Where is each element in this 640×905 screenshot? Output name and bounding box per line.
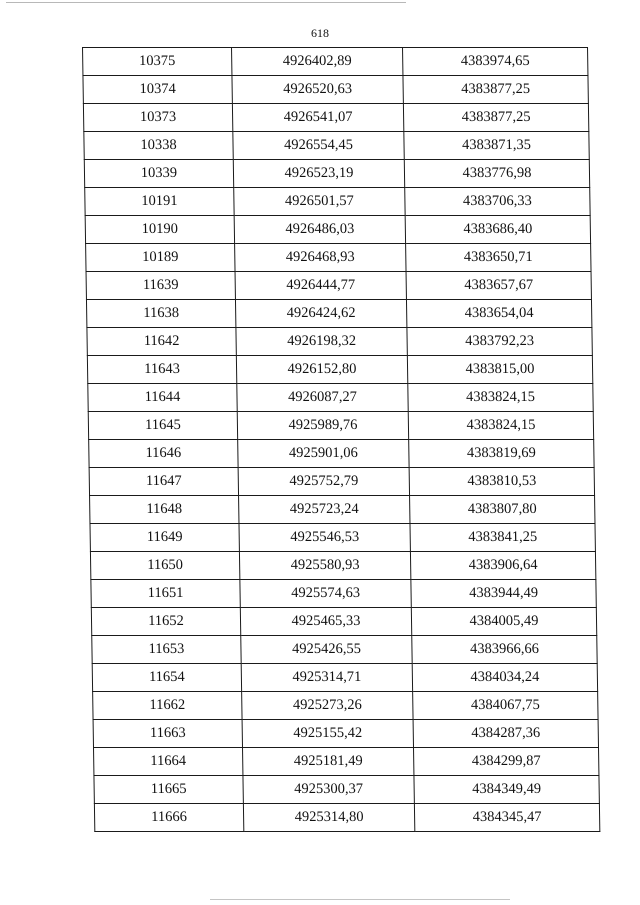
- x-coordinate-cell: 4926444,77: [235, 272, 406, 300]
- x-coordinate-cell: 4926152,80: [236, 356, 407, 384]
- point-number-cell: 11666: [94, 804, 243, 832]
- table-row: [85, 216, 590, 244]
- y-coordinate-cell: 4383841,25: [410, 524, 595, 552]
- table-row: [85, 188, 590, 216]
- point-number-cell: 11663: [93, 720, 242, 748]
- x-coordinate-cell: 4926087,27: [237, 384, 408, 412]
- x-coordinate-cell: 4926523,19: [233, 160, 404, 188]
- x-coordinate-cell: 4926424,62: [235, 300, 406, 328]
- y-coordinate-cell: 4383877,25: [403, 76, 588, 104]
- point-number-cell: 10373: [83, 104, 232, 132]
- page-number: 618: [311, 26, 329, 40]
- y-coordinate-cell: 4383819,69: [409, 440, 594, 468]
- y-coordinate-cell: 4383877,25: [403, 104, 588, 132]
- table-row: [83, 104, 588, 132]
- x-coordinate-cell: 4925426,55: [241, 636, 412, 664]
- table-row: [90, 496, 595, 524]
- point-number-cell: 11642: [87, 328, 236, 356]
- x-coordinate-cell: 4926486,03: [234, 216, 405, 244]
- table-row: [86, 272, 591, 300]
- y-coordinate-cell: 4383792,23: [407, 328, 592, 356]
- table-row: [94, 748, 599, 776]
- point-number-cell: 11638: [86, 300, 235, 328]
- y-coordinate-cell: 4383966,66: [412, 636, 597, 664]
- point-number-cell: 10374: [83, 76, 232, 104]
- y-coordinate-cell: 4383871,35: [404, 132, 589, 160]
- y-coordinate-cell: 4384067,75: [413, 692, 598, 720]
- table-row: [91, 608, 596, 636]
- y-coordinate-cell: 4384034,24: [412, 664, 597, 692]
- y-coordinate-cell: 4384287,36: [413, 720, 598, 748]
- point-number-cell: 11639: [86, 272, 235, 300]
- y-coordinate-cell: 4383654,04: [406, 300, 591, 328]
- point-number-cell: 11654: [92, 664, 241, 692]
- y-coordinate-cell: 4383650,71: [406, 244, 591, 272]
- coordinates-table: [82, 47, 600, 832]
- x-coordinate-cell: 4925465,33: [240, 608, 411, 636]
- y-coordinate-cell: 4383807,80: [410, 496, 595, 524]
- point-number-cell: 10190: [85, 216, 234, 244]
- y-coordinate-cell: 4384345,47: [414, 804, 599, 832]
- point-number-cell: 11650: [90, 552, 239, 580]
- point-number-cell: 11649: [90, 524, 239, 552]
- x-coordinate-cell: 4925989,76: [237, 412, 408, 440]
- y-coordinate-cell: 4384299,87: [414, 748, 599, 776]
- point-number-cell: 11652: [91, 608, 240, 636]
- y-coordinate-cell: 4383686,40: [405, 216, 590, 244]
- x-coordinate-cell: 4926501,57: [234, 188, 405, 216]
- point-number-cell: 11651: [91, 580, 240, 608]
- point-number-cell: 11662: [93, 692, 242, 720]
- y-coordinate-cell: 4383824,15: [408, 412, 593, 440]
- x-coordinate-cell: 4925300,37: [243, 776, 414, 804]
- table-row: [84, 132, 589, 160]
- y-coordinate-cell: 4383906,64: [410, 552, 595, 580]
- y-coordinate-cell: 4383810,53: [409, 468, 594, 496]
- point-number-cell: 11646: [89, 440, 238, 468]
- point-number-cell: 10191: [85, 188, 234, 216]
- x-coordinate-cell: 4925314,71: [241, 664, 412, 692]
- x-coordinate-cell: 4925901,06: [238, 440, 409, 468]
- x-coordinate-cell: 4926554,45: [233, 132, 404, 160]
- table-row: [92, 636, 597, 664]
- x-coordinate-cell: 4925181,49: [243, 748, 414, 776]
- table-row: [88, 384, 593, 412]
- y-coordinate-cell: 4384005,49: [411, 608, 596, 636]
- point-number-cell: 11653: [92, 636, 241, 664]
- y-coordinate-cell: 4384349,49: [414, 776, 599, 804]
- table-row: [84, 160, 589, 188]
- table-row: [83, 48, 588, 76]
- point-number-cell: 11647: [89, 468, 238, 496]
- y-coordinate-cell: 4383776,98: [404, 160, 589, 188]
- x-coordinate-cell: 4925155,42: [242, 720, 413, 748]
- table-row: [86, 300, 591, 328]
- x-coordinate-cell: 4925580,93: [239, 552, 410, 580]
- x-coordinate-cell: 4926541,07: [232, 104, 403, 132]
- y-coordinate-cell: 4383974,65: [403, 48, 588, 76]
- point-number-cell: 11643: [87, 356, 236, 384]
- table-row: [87, 328, 592, 356]
- table-row: [94, 776, 599, 804]
- table-row: [93, 720, 598, 748]
- table-row: [86, 244, 591, 272]
- table-row: [89, 440, 594, 468]
- point-number-cell: 11644: [88, 384, 237, 412]
- table-row: [93, 692, 598, 720]
- x-coordinate-cell: 4925314,80: [243, 804, 414, 832]
- x-coordinate-cell: 4925546,53: [239, 524, 410, 552]
- table-row: [87, 356, 592, 384]
- point-number-cell: 10189: [86, 244, 235, 272]
- table-row: [90, 552, 595, 580]
- y-coordinate-cell: 4383706,33: [405, 188, 590, 216]
- coordinates-table-body: [83, 48, 600, 832]
- table-row: [89, 468, 594, 496]
- y-coordinate-cell: 4383944,49: [411, 580, 596, 608]
- point-number-cell: 11645: [88, 412, 237, 440]
- table-row: [88, 412, 593, 440]
- point-number-cell: 10375: [83, 48, 232, 76]
- y-coordinate-cell: 4383657,67: [406, 272, 591, 300]
- table-row: [92, 664, 597, 692]
- x-coordinate-cell: 4925752,79: [238, 468, 409, 496]
- point-number-cell: 11648: [90, 496, 239, 524]
- point-number-cell: 11665: [94, 776, 243, 804]
- x-coordinate-cell: 4925574,63: [240, 580, 411, 608]
- page-bottom-rule: [210, 899, 510, 900]
- x-coordinate-cell: 4925273,26: [242, 692, 413, 720]
- x-coordinate-cell: 4926520,63: [232, 76, 403, 104]
- x-coordinate-cell: 4926402,89: [232, 48, 403, 76]
- page-top-rule: [6, 2, 406, 3]
- coordinates-table-container: [82, 47, 596, 840]
- table-row: [90, 524, 595, 552]
- table-row: [94, 804, 599, 832]
- point-number-cell: 10338: [84, 132, 233, 160]
- point-number-cell: 11664: [94, 748, 243, 776]
- x-coordinate-cell: 4926468,93: [235, 244, 406, 272]
- table-row: [91, 580, 596, 608]
- y-coordinate-cell: 4383824,15: [408, 384, 593, 412]
- x-coordinate-cell: 4926198,32: [236, 328, 407, 356]
- table-row: [83, 76, 588, 104]
- x-coordinate-cell: 4925723,24: [239, 496, 410, 524]
- point-number-cell: 10339: [84, 160, 233, 188]
- y-coordinate-cell: 4383815,00: [407, 356, 592, 384]
